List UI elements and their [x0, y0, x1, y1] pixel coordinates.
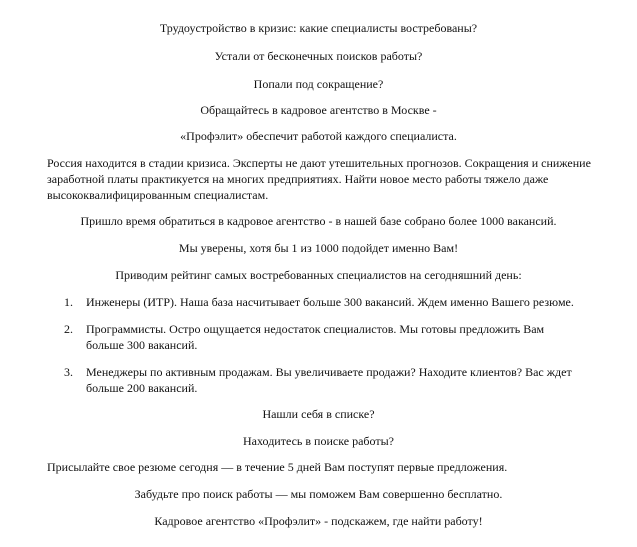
- rating-intro-line: Приводим рейтинг самых востребованных специалистов на сегодняшний день:: [115, 268, 522, 282]
- list-item-text: Программисты. Остро ощущается недостаток специалистов. Мы готовы предложить Вам больше 300 вакансий.: [86, 322, 545, 352]
- found-yourself-line: Нашли себя в списке?: [262, 407, 375, 421]
- title-heading: Трудоустройство в кризис: какие специалисты востребованы?: [159, 21, 478, 35]
- subheading-layoff: Попали под сокращение?: [253, 77, 384, 91]
- subheading-contact: Обращайтесь в кадровое агентство в Москве -: [200, 103, 437, 117]
- forget-search-line: Забудьте про поиск работы — мы поможем Вам совершенно бесплатно.: [134, 487, 503, 501]
- list-item-number: 3.: [64, 365, 73, 379]
- list-item-text: Менеджеры по активным продажам. Вы увеличиваете продажи? Находите клиентов? Вас ждет больше 200 вакансий.: [86, 365, 572, 395]
- searching-line: Находитесь в поиске работы?: [243, 434, 394, 448]
- subheading-tired: Устали от бесконечных поисков работы?: [214, 49, 423, 63]
- subheading-profelit: «Профэлит» обеспечит работой каждого специалиста.: [180, 129, 457, 143]
- send-resume-line: Присылайте свое резюме сегодня — в течение 5 дней Вам поступят первые предложения.: [47, 460, 508, 474]
- confidence-line: Мы уверены, хотя бы 1 из 1000 подойдет именно Вам!: [178, 241, 459, 255]
- intro-paragraph: Россия находится в стадии кризиса. Эксперты не дают утешительных прогнозов. Сокращения и снижение заработной платы практикуется на многих предприятиях. Найти новое место работы тяжело даже высококвалифицированным специалистам.: [47, 156, 591, 202]
- vacancies-line: Пришло время обратиться в кадровое агентство - в нашей базе собрано более 1000 вакансий.: [80, 214, 557, 228]
- slogan-line: Кадровое агентство «Профэлит» - подскажем, где найти работу!: [154, 514, 483, 528]
- list-item-text: Инженеры (ИТР). Наша база насчитывает больше 300 вакансий. Ждем именно Вашего резюме.: [86, 295, 574, 309]
- list-item-number: 1.: [64, 295, 73, 309]
- list-item-number: 2.: [64, 322, 73, 336]
